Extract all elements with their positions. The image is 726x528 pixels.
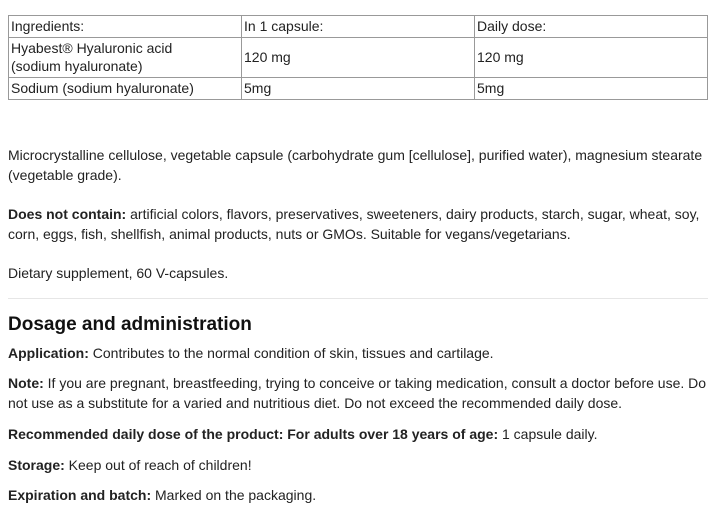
note-label: Note:	[8, 375, 44, 391]
does-not-contain-text: artificial colors, flavors, preservatives, sweeteners, dairy products, starch, sugar, wheat, soy, corn, eggs, fish, shellfish, animal products, nuts or GMOs. Suitable for vegans/vegetarians.	[8, 206, 700, 242]
dietary-supplement-text: Dietary supplement, 60 V-capsules.	[8, 265, 229, 281]
product-info-page	[8, 15, 708, 503]
does-not-contain-paragraph	[8, 204, 708, 244]
table-row	[9, 38, 708, 78]
application-text: Contributes to the normal condition of skin, tissues and cartilage.	[88, 345, 494, 361]
composition-text: Microcrystalline cellulose, vegetable capsule (carbohydrate gum [cellulose], purified water), magnesium stearate (vegetable grade).	[8, 147, 703, 183]
note-text: If you are pregnant, breastfeeding, trying to conceive or taking medication, consult a doctor before use. Do not use as a substitute for a varied and nutritious diet. Do not exceed the recommended daily dose.	[8, 375, 707, 411]
ingredient-name-line1: Hyabest® Hyaluronic acid	[11, 40, 173, 56]
per-capsule-cell: 5mg	[242, 78, 475, 100]
recommended-dose-text: 1 capsule daily.	[498, 426, 598, 442]
expiration-text: Marked on the packaging.	[151, 487, 317, 503]
table-header-ingredients: Ingredients:	[9, 16, 242, 38]
application-paragraph	[8, 343, 708, 363]
ingredient-name-line2: (sodium hyaluronate)	[11, 58, 143, 74]
storage-label: Storage:	[8, 457, 65, 473]
ingredient-name-cell	[9, 38, 242, 78]
expiration-paragraph	[8, 485, 708, 505]
does-not-contain-label: Does not contain:	[8, 206, 127, 222]
table-row	[9, 78, 708, 100]
recommended-dose-label: Recommended daily dose of the product: For adults over 18 years of age:	[8, 426, 499, 442]
table-header-row	[9, 16, 708, 38]
daily-dose-cell: 5mg	[475, 78, 708, 100]
table-header-daily-dose: Daily dose:	[475, 16, 708, 38]
section-divider	[8, 298, 708, 299]
application-label: Application:	[8, 345, 89, 361]
note-paragraph	[8, 373, 708, 413]
ingredient-name-cell: Sodium (sodium hyaluronate)	[9, 78, 242, 100]
per-capsule-cell: 120 mg	[242, 38, 475, 78]
daily-dose-cell: 120 mg	[475, 38, 708, 78]
recommended-dose-paragraph	[8, 424, 708, 444]
storage-text: Keep out of reach of children!	[64, 457, 252, 473]
ingredients-table	[8, 15, 708, 100]
dosage-section-title: Dosage and administration	[8, 314, 252, 335]
expiration-label: Expiration and batch:	[8, 487, 152, 503]
storage-paragraph	[8, 455, 708, 475]
table-header-per-capsule: In 1 capsule:	[242, 16, 475, 38]
